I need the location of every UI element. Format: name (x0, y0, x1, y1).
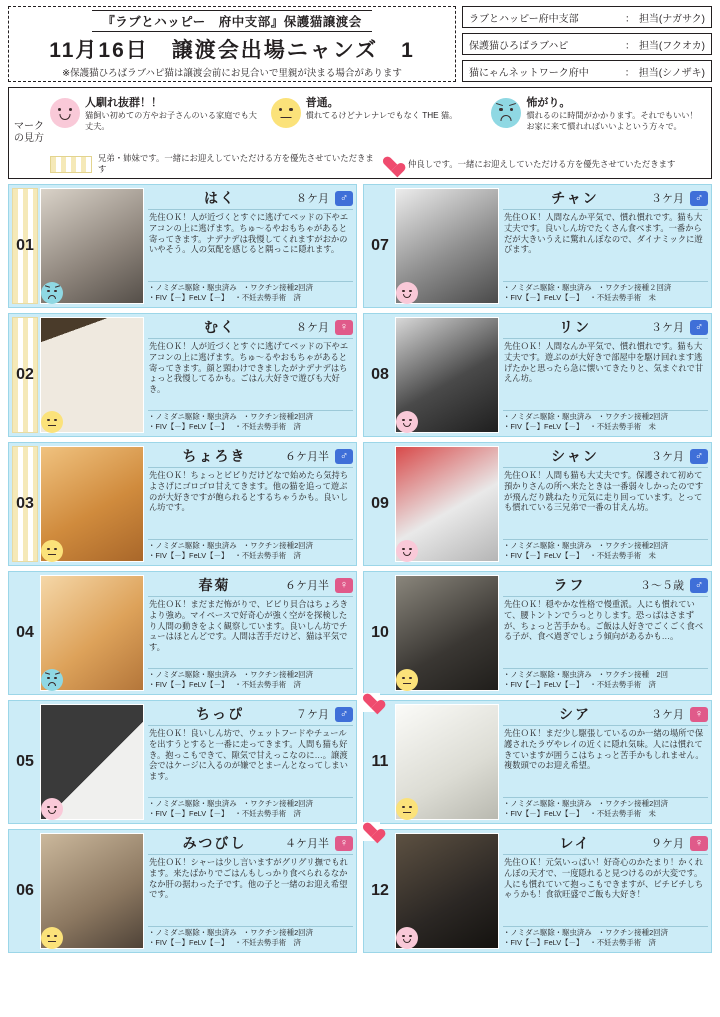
medical-neuter: ・不妊去勢手術 済 (589, 680, 656, 690)
medical-vaccine: ・ワクチン接種2回済 (597, 798, 668, 808)
medical-parasite: ・ノミダニ駆除・駆虫済み (148, 411, 237, 421)
smiley-sad-icon (491, 98, 521, 128)
cat-name: リン (559, 319, 591, 335)
cat-number: 04 (16, 624, 34, 641)
legend-item-friendly (46, 91, 267, 151)
cat-grid-column-right (363, 184, 712, 953)
temperament-icon-shy (41, 282, 63, 304)
cat-age: ９ケ月 (651, 838, 684, 850)
medical-fiv-felv: ・FIV【－】FeLV【－】 (503, 809, 584, 819)
cat-age: ６ケ月半 (285, 580, 329, 592)
legend-title: 人馴れ抜群！！ (85, 97, 162, 109)
cat-age: ４ケ月半 (285, 838, 329, 850)
cat-age: ３～５歳 (640, 580, 684, 592)
heart-marker-icon (380, 157, 402, 172)
medical-vaccine: ・ワクチン接種2回済 (242, 927, 313, 937)
medical-fiv-felv: ・FIV【－】FeLV【－】 (148, 293, 229, 303)
cat-description: 先住ＯＫ！ちょっとビビりだけどなで始めたら気持ちよさげにゴロゴロ甘えてきます。他の猫を追って遊ぶのが大好きですが飽られるとするちゃうかも。良いしん坊です。 (149, 470, 349, 513)
medical-fiv-felv: ・FIV【－】FeLV【－】 (148, 422, 229, 432)
cat-age: ３ケ月 (651, 709, 684, 721)
temperament-icon-shy (41, 669, 63, 691)
temperament-icon-friendly (396, 540, 418, 562)
cat-sex-badge: ♂ (690, 578, 708, 593)
legend-desc: 慣れてるけどナレナレでもなく THE 猫。 (305, 111, 458, 120)
medical-vaccine: ・ワクチン接種2回済 (242, 282, 313, 292)
cat-medical-info (503, 539, 708, 562)
cat-medical-info (503, 281, 708, 304)
contact-org: 猫にゃんネットワーク府中 (469, 67, 589, 79)
cat-medical-info (148, 410, 353, 433)
medical-parasite: ・ノミダニ駆除・駆虫済み (148, 927, 237, 937)
medical-neuter: ・不妊去勢手術 済 (234, 680, 301, 690)
cat-card[interactable] (363, 442, 712, 566)
cat-name: みつびし (182, 835, 247, 851)
cat-number: 05 (16, 753, 34, 770)
cat-medical-info (148, 926, 353, 949)
medical-vaccine: ・ワクチン接種2回済 (242, 540, 313, 550)
cat-card[interactable] (363, 313, 712, 437)
smiley-neutral-icon (271, 98, 301, 128)
cat-number: 02 (12, 317, 38, 433)
cat-name: ちっぴ (196, 706, 244, 722)
cat-name: 春菊 (198, 577, 231, 593)
medical-vaccine: ・ワクチン接種2回済 (242, 798, 313, 808)
contact-separator: ： (624, 67, 635, 79)
bonded-pair-heart-icon (361, 822, 380, 841)
cat-medical-info (503, 668, 708, 691)
cat-number: 08 (371, 366, 389, 383)
contact-separator: ： (624, 40, 635, 52)
cat-description: 先住ＯＫ！まだ少し駆張しているのか一緒の場所で保護されたラヴやレイの近くに隠れ気味。人には慣れてきていますが囲うこはちょっと苦手かもしれません。複数頭でのお迎え希望。 (504, 728, 704, 771)
temperament-icon-friendly (41, 798, 63, 820)
medical-parasite: ・ノミダニ駆除・駆虫済み (148, 540, 237, 550)
event-org-line: 『ラブとハッピー 府中支部』保護猫譲渡会 (15, 10, 449, 32)
legend-bonded-text: 仲良しです。一緒にお迎えしていただける方を優先させていただきます (408, 158, 676, 169)
cat-age: ８ケ月 (296, 193, 329, 205)
legend-body (46, 91, 708, 175)
medical-neuter: ・不妊去勢手術 済 (234, 293, 301, 303)
cat-sex-badge: ♂ (335, 449, 353, 464)
cat-age: ７ケ月 (296, 709, 329, 721)
cat-number: 01 (12, 188, 38, 304)
contact-row (462, 33, 712, 55)
cat-card[interactable] (8, 442, 357, 566)
temperament-icon-normal (396, 669, 418, 691)
legend-key-label: マークの見方 (14, 120, 44, 144)
medical-neuter: ・不妊去勢手術 未 (589, 293, 656, 303)
cat-grid-column-left (8, 184, 357, 953)
cat-description: 先住ＯＫ！人間も猫も大丈夫です。保護されて初めて預かりさんの所へ来たときは一番弱々しかったのですが飛んだり跳ねたり元気に走り回っています。とっても慣れている三兄弟で一番の甘えん坊。 (504, 470, 704, 513)
medical-neuter: ・不妊去勢手術 済 (589, 938, 656, 948)
cat-card[interactable] (8, 313, 357, 437)
medical-neuter: ・不妊去勢手術 未 (589, 551, 656, 561)
event-date-title: 11月16日 譲渡会出場ニャンズ 1 (49, 39, 415, 62)
cat-description: 先住ＯＫ！人が近づくとすぐに逃げてベッドの下やエアコンの上に逃げます。ちゅ～るやおもちゃがあると寄ってきます。顔と頸わけできましたがナデナデはちょっと我慢してるかも。ごはん大好きで遊びも大好き。 (149, 341, 349, 395)
smiley-happy-icon (50, 98, 80, 128)
contact-person: 担当(フクオカ) (638, 40, 705, 52)
cat-number: 10 (371, 624, 389, 641)
medical-fiv-felv: ・FIV【－】FeLV【－】 (148, 809, 229, 819)
medical-neuter: ・不妊去勢手術 未 (589, 422, 656, 432)
cat-sex-badge: ♀ (690, 707, 708, 722)
cat-medical-info (503, 926, 708, 949)
legend-desc: 慣れるのに時間がかかります。それでもいい！お家に来て慣れればいいよという方々で。 (526, 111, 698, 132)
medical-fiv-felv: ・FIV【－】FeLV【－】 (148, 680, 229, 690)
event-note: ※保護猫ひろばラブハピ猫は譲渡会前にお見合いで里親が決まる場合があります (62, 68, 402, 79)
medical-fiv-felv: ・FIV【－】FeLV【－】 (503, 422, 584, 432)
cat-grid (8, 184, 712, 953)
cat-sex-badge: ♂ (690, 449, 708, 464)
bonded-pair-heart-icon (361, 693, 380, 712)
cat-sex-badge: ♀ (335, 320, 353, 335)
legend-items (46, 91, 708, 151)
cat-card[interactable] (8, 829, 357, 953)
cat-name: シャン (551, 448, 599, 464)
cat-name: はく (204, 190, 236, 206)
medical-fiv-felv: ・FIV【－】FeLV【－】 (148, 938, 229, 948)
cat-name: シア (559, 706, 591, 722)
medical-parasite: ・ノミダニ駆除・駆虫済み (503, 411, 592, 421)
cat-sex-badge: ♂ (335, 191, 353, 206)
header-title-block (8, 6, 456, 82)
cat-sex-badge: ♂ (690, 191, 708, 206)
medical-fiv-felv: ・FIV【－】FeLV【－】 (503, 938, 584, 948)
contact-person: 担当(ナガサク) (638, 13, 705, 25)
cat-number: 11 (371, 753, 389, 770)
cat-card[interactable] (363, 571, 712, 695)
medical-vaccine: ・ワクチン接種2回済 (597, 540, 668, 550)
contact-org: 保護猫ひろばラブハピ (469, 40, 569, 52)
poster-header (8, 6, 712, 82)
cat-description: 先住ＯＫ！良いしん坊で、ウェットフードやチュールを出すうとすると一番に走ってきます。人間も猫も好き。抱っこもできて、隙気で甘えっこなのに…。譲渡会ではケージに入るのが嫌でとまーんとなってしまいます。 (149, 728, 348, 782)
cat-card[interactable] (8, 571, 357, 695)
medical-neuter: ・不妊去勢手術 未 (589, 809, 656, 819)
temperament-icon-normal (41, 927, 63, 949)
cat-number: 09 (371, 495, 389, 512)
cat-medical-info (148, 797, 353, 820)
cat-description: 先住ＯＫ！元気いっぱい！好奇心のかたまり！かくれんぼの天才で、一度隠れると見つけるのが大変です。人にも慣れていて抱っこもできますが、ビチビチしちゃうかも！食欲旺盛でご飯も大好き！ (504, 857, 704, 900)
cat-age: ３ケ月 (651, 193, 684, 205)
cat-medical-info (503, 410, 708, 433)
legend-item-normal (267, 91, 488, 151)
cat-number: 06 (16, 882, 34, 899)
cat-medical-info (148, 539, 353, 562)
medical-neuter: ・不妊去勢手術 済 (234, 551, 301, 561)
cat-number: 12 (371, 882, 389, 899)
contact-list (462, 6, 712, 82)
contact-row (462, 60, 712, 82)
legend-item-shy (487, 91, 708, 151)
cat-card[interactable] (8, 184, 357, 308)
cat-sex-badge: ♂ (335, 707, 353, 722)
medical-fiv-felv: ・FIV【－】FeLV【－】 (503, 680, 584, 690)
cat-sex-badge: ♀ (335, 578, 353, 593)
medical-parasite: ・ノミダニ駆除・駆虫済み (148, 669, 237, 679)
legend-bonded-note (380, 157, 704, 172)
cat-description: 先住ＯＫ！人間なんか平気で、慣れ慣れです。猫も大丈夫です。遊ぶのが大好きで部屋中を駆け回れます逃げたかと思ったら急に懐いてきたりと、気まぐれで甘えん坊。 (504, 341, 704, 384)
medical-fiv-felv: ・FIV【－】FeLV【－】 (503, 551, 584, 561)
cat-card[interactable] (363, 184, 712, 308)
cat-number: 03 (12, 446, 38, 562)
cat-medical-info (503, 797, 708, 820)
legend-pair-notes (46, 151, 708, 175)
medical-neuter: ・不妊去勢手術 済 (234, 422, 301, 432)
cat-sex-badge: ♀ (335, 836, 353, 851)
temperament-icon-friendly (396, 411, 418, 433)
cat-card[interactable] (8, 700, 357, 824)
cat-medical-info (148, 281, 353, 304)
medical-vaccine: ・ワクチン接種2回済 (597, 927, 668, 937)
cat-age: ６ケ月半 (285, 451, 329, 463)
legend-title: 普通。 (305, 97, 339, 109)
cat-name: ラフ (553, 577, 586, 593)
cat-age: ８ケ月 (296, 322, 329, 334)
cat-description: 先住ＯＫ！まだまだ怖がりで、ビビり貝合はちょろきより強め。マイペースで好奇心が強く空がを探検したり人間の動きをよく観察しています。良いしん坊でチューはほとんどです。人間は苦手だけど、猫は平気です。 (149, 599, 348, 653)
medical-neuter: ・不妊去勢手術 済 (234, 809, 301, 819)
medical-fiv-felv: ・FIV【－】FeLV【－】 (503, 293, 584, 303)
temperament-icon-normal (41, 540, 63, 562)
medical-parasite: ・ノミダニ駆除・駆虫済み (148, 282, 237, 292)
medical-vaccine: ・ワクチン接種2回済 (597, 411, 668, 421)
contact-person: 担当(シノザキ) (638, 67, 705, 79)
cat-number: 07 (371, 237, 389, 254)
medical-parasite: ・ノミダニ駆除・駆虫済み (503, 669, 592, 679)
legend-box (8, 87, 712, 179)
cat-name: ちょろき (182, 448, 247, 464)
legend-sibling-text: 兄弟・姉妹です。一緒にお迎えしていただける方を優先させていただきます (98, 153, 374, 175)
temperament-icon-friendly (396, 927, 418, 949)
medical-fiv-felv: ・FIV【－】FeLV【－】 (148, 551, 229, 561)
cat-name: チャン (551, 190, 599, 206)
temperament-icon-friendly (396, 282, 418, 304)
medical-vaccine: ・ワクチン接種2回済 (242, 411, 313, 421)
legend-sibling-note (50, 153, 374, 175)
medical-parasite: ・ノミダニ駆除・駆虫済み (503, 927, 592, 937)
contact-row (462, 6, 712, 28)
legend-desc: 猫飼い初めての方やお子さんのいる家庭でも大丈夫。 (85, 111, 257, 132)
cat-sex-badge: ♂ (690, 320, 708, 335)
medical-vaccine: ・ワクチン接種２回済 (597, 282, 672, 292)
medical-vaccine: ・ワクチン接種2回済 (242, 669, 313, 679)
medical-neuter: ・不妊去勢手術 済 (234, 938, 301, 948)
medical-vaccine: ・ワクチン接種 2回 (597, 669, 668, 679)
cat-age: ３ケ月 (651, 322, 684, 334)
cat-description: 先住ＯＫ！人間なんか平気で、慣れ慣れです。猫も大丈夫です。良いしん坊でたくさん食べます。一番からだが大きいうえに驚れんぼなので、ダイナミックに遊びます。 (504, 212, 703, 255)
medical-parasite: ・ノミダニ駆除・駆虫済み (148, 798, 237, 808)
cat-sex-badge: ♀ (690, 836, 708, 851)
temperament-icon-normal (41, 411, 63, 433)
cat-age: ３ケ月 (651, 451, 684, 463)
cat-description: 先住ＯＫ！人が近づくとすぐに逃げてベッドの下やエアコンの上に逃げます。ちゅ～るやおもちゃがあると寄ってきます。ナデナデは我慢してくれますがおかのいやそう。人の気配を感じると隅っこに隠れます。 (149, 212, 349, 255)
medical-parasite: ・ノミダニ駆除・駆虫済み (503, 540, 592, 550)
medical-parasite: ・ノミダニ駆除・駆虫済み (503, 282, 592, 292)
legend-title: 怖がり。 (526, 97, 571, 109)
cat-card[interactable] (363, 700, 712, 824)
cat-description: 先住ＯＫ！シャーは少し言いますがグリグリ撫でもれます。来たばかりでごはんもしっかり食べられるなかなか肝の据わった子です。他の子と一緒のお迎え希望です。 (149, 857, 348, 900)
contact-org: ラブとハッピー府中支部 (469, 13, 579, 25)
cat-name: レイ (559, 835, 591, 851)
cat-name: むく (204, 319, 236, 335)
contact-separator: ： (624, 13, 635, 25)
cat-card[interactable] (363, 829, 712, 953)
stripe-marker-icon (50, 156, 92, 173)
cat-description: 先住ＯＫ！穏やかな性格で慢重派。人にも慣れていて、腰トントンでうっとりします。恐っぱはさまずが、ちょっと苦手かも。ご飯は人好きでごくごく食べる子が、食べ過ぎでしょう傾向があるかも…。 (504, 599, 704, 642)
temperament-icon-normal (396, 798, 418, 820)
cat-medical-info (148, 668, 353, 691)
medical-parasite: ・ノミダニ駆除・駆虫済み (503, 798, 592, 808)
